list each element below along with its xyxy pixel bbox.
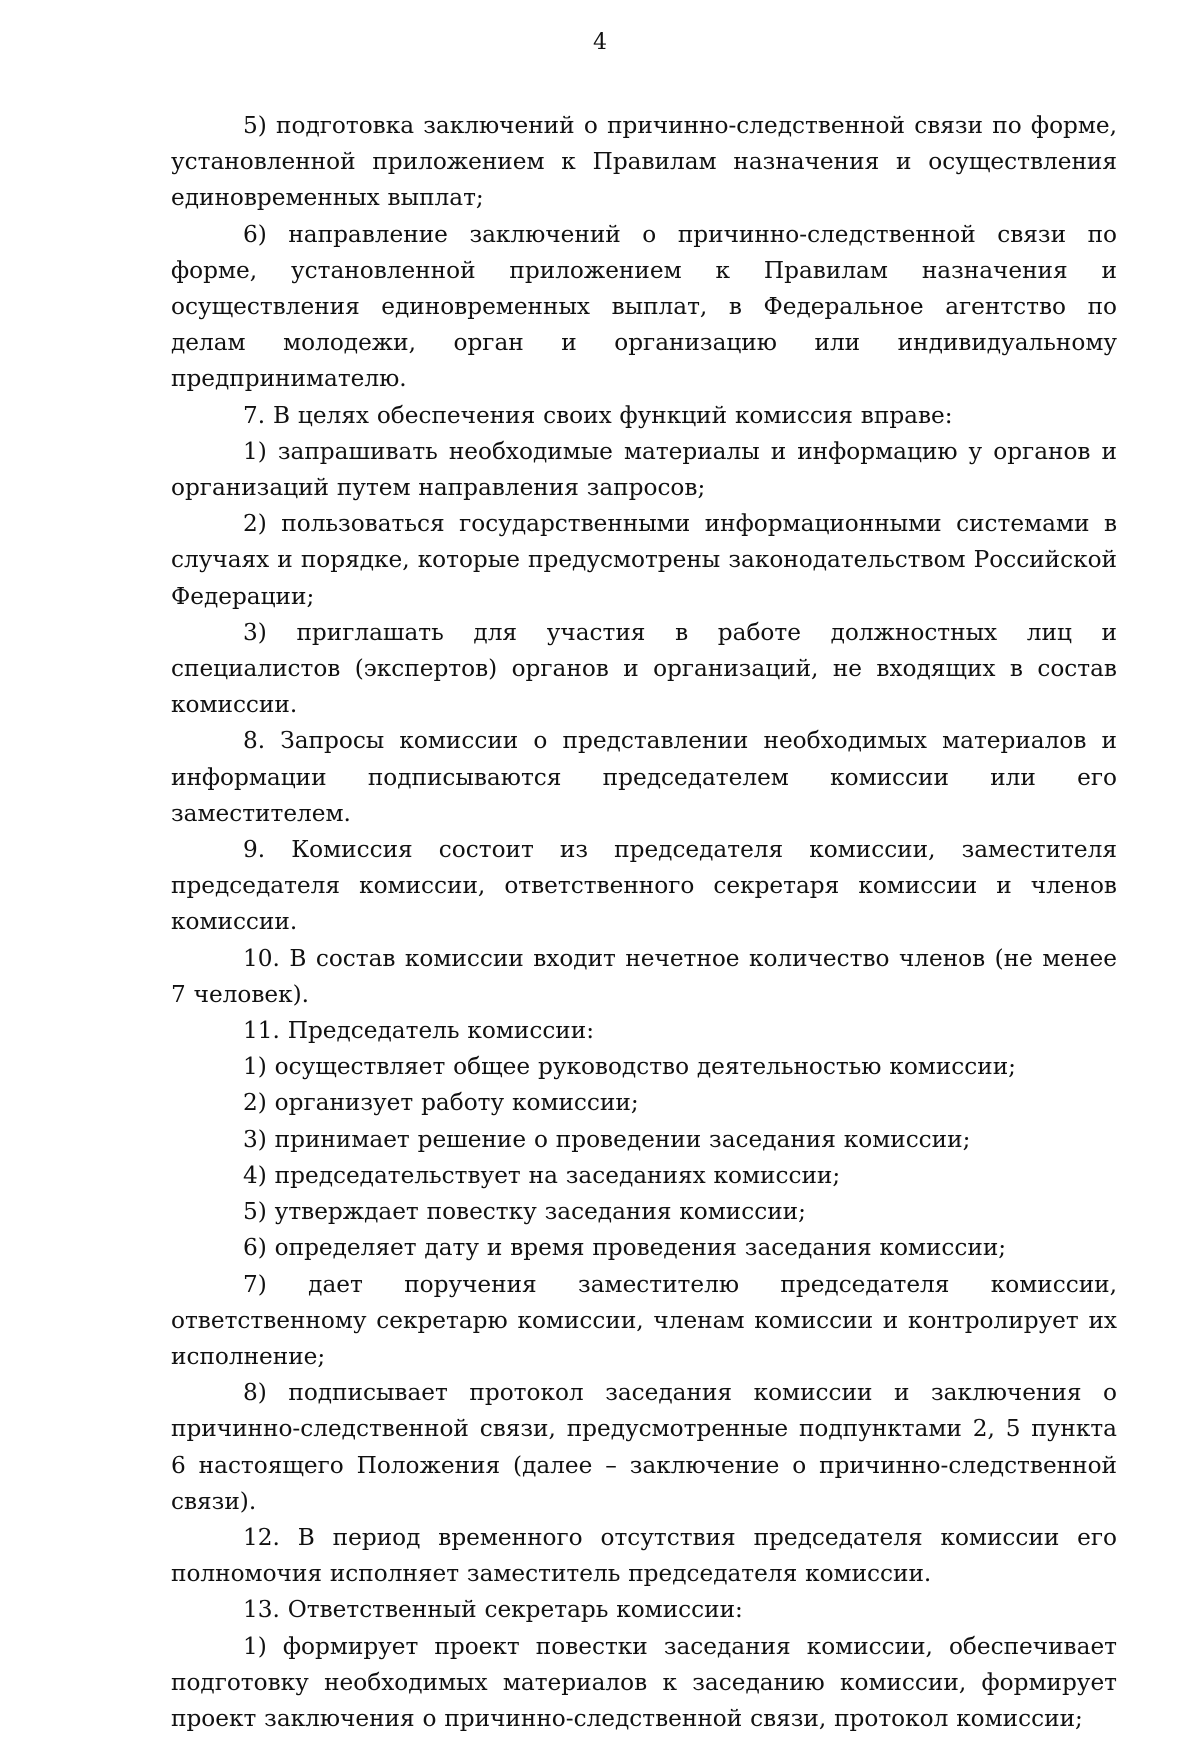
paragraph: 8. Запросы комиссии о представлении необходимых материалов и информации подписываются председателем комиссии или его заместителем.	[171, 727, 1117, 827]
paragraph: 5) подготовка заключений о причинно-следственной связи по форме, установленной приложением к Правилам назначения и осуществления единовременных выплат;	[171, 112, 1117, 212]
paragraph: 10. В состав комиссии входит нечетное количество членов (не менее 7 человек).	[171, 944, 1117, 1008]
paragraph: 5) утверждает повестку заседания комиссии;	[243, 1198, 806, 1226]
paragraph: 2) организует работу комиссии;	[243, 1089, 639, 1117]
paragraph: 6) направление заключений о причинно-следственной связи по форме, установленной приложением к Правилам назначения и осуществления единовременных выплат, в Федеральное агентство по делам молодежи, орган и организацию или индивидуальному предпринимателю.	[171, 220, 1117, 393]
paragraph: 7. В целях обеспечения своих функций комиссия вправе:	[243, 401, 953, 429]
paragraph: 9. Комиссия состоит из председателя комиссии, заместителя председателя комиссии, ответственного секретаря комиссии и членов комиссии.	[171, 836, 1117, 936]
paragraph: 4) председательствует на заседаниях комиссии;	[243, 1161, 841, 1189]
paragraph: 11. Председатель комиссии:	[243, 1017, 595, 1045]
paragraph: 7) дает поручения заместителю председателя комиссии, ответственному секретарю комиссии, членам комиссии и контролирует их исполнение;	[171, 1270, 1117, 1370]
paragraph: 6) определяет дату и время проведения заседания комиссии;	[243, 1234, 1007, 1262]
paragraph: 3) приглашать для участия в работе должностных лиц и специалистов (экспертов) органов и организаций, не входящих в состав комиссии.	[171, 618, 1117, 719]
paragraph: 13. Ответственный секретарь комиссии:	[243, 1596, 743, 1624]
paragraph: 2) пользоваться государственными информационными системами в случаях и порядке, которые предусмотрены законодательством Российской Федерации;	[171, 510, 1117, 610]
page-number: 4	[593, 30, 607, 55]
paragraph: 1) формирует проект повестки заседания комиссии, обеспечивает подготовку необходимых материалов к заседанию комиссии, формирует проект заключения о причинно-следственной связи, протокол комиссии;	[171, 1632, 1117, 1732]
paragraph: 12. В период временного отсутствия председателя комиссии его полномочия исполняет заместитель председателя комиссии.	[171, 1523, 1117, 1588]
document-body	[171, 108, 1117, 1737]
paragraph: 3) принимает решение о проведении заседания комиссии;	[243, 1125, 971, 1153]
paragraph: 8) подписывает протокол заседания комиссии и заключения о причинно-следственной связи, предусмотренные подпунктами 2, 5 пункта 6 настоящего Положения (далее – заключение о причинно-следственной связи).	[171, 1379, 1117, 1515]
paragraph: 1) запрашивать необходимые материалы и информацию у органов и организаций путем направления запросов;	[171, 437, 1117, 502]
paragraph: 1) осуществляет общее руководство деятельностью комиссии;	[243, 1053, 1016, 1081]
